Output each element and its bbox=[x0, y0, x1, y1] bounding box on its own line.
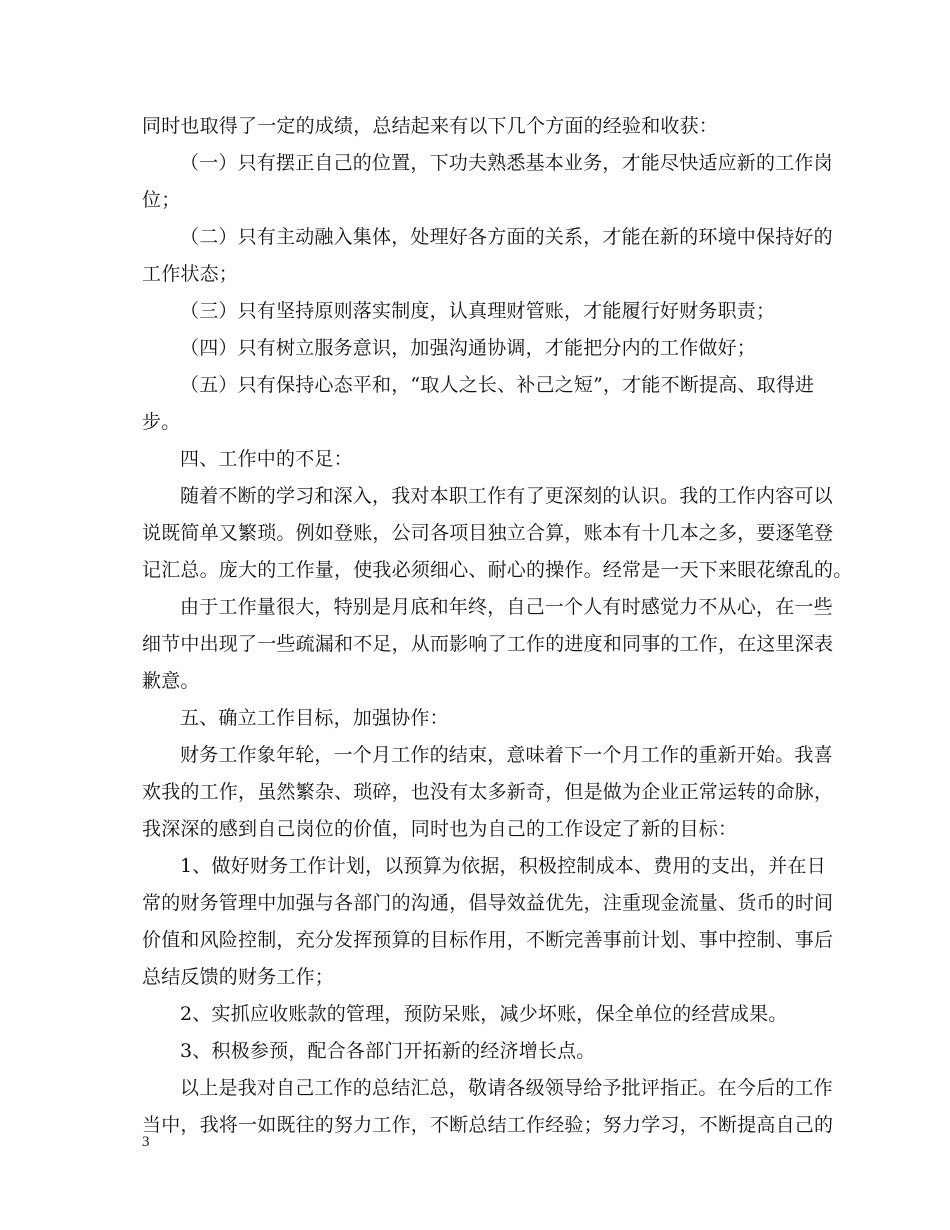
paragraph-line: 工作状态； bbox=[142, 263, 239, 285]
paragraph-line: 财务工作象年轮，一个月工作的结束，意味着下一个月工作的重新开始。我喜 bbox=[180, 744, 833, 766]
paragraph-line: 价值和风险控制，充分发挥预算的目标作用，不断完善事前计划、事中控制、事后 bbox=[142, 929, 834, 951]
section-heading: 四、工作中的不足： bbox=[180, 448, 353, 470]
paragraph-line: 以上是我对自己工作的总结汇总，敬请各级领导给予批评指正。在今后的工作 bbox=[180, 1077, 833, 1099]
paragraph-line: 位； bbox=[142, 189, 181, 211]
paragraph-line: 随着不断的学习和深入，我对本职工作有了更深刻的认识。我的工作内容可以 bbox=[180, 485, 833, 507]
paragraph-line: 3、积极参预，配合各部门开拓新的经济增长点。 bbox=[180, 1040, 596, 1062]
paragraph-line: 欢我的工作，虽然繁杂、琐碎，也没有太多新奇，但是做为企业正常运转的命脉， bbox=[142, 781, 834, 803]
paragraph-line: （一）只有摆正自己的位置，下功夫熟悉基本业务，才能尽快适应新的工作岗 bbox=[180, 152, 833, 174]
paragraph-line: （二）只有主动融入集体，处理好各方面的关系，才能在新的环境中保持好的 bbox=[180, 226, 833, 248]
paragraph-line: 常的财务管理中加强与各部门的沟通，倡导效益优先，注重现金流量、货币的时间 bbox=[142, 892, 834, 914]
paragraph-line: 2、实抓应收账款的管理，预防呆账，减少坏账，保全单位的经营成果。 bbox=[180, 1003, 788, 1025]
paragraph-line: 记汇总。庞大的工作量，使我必须细心、耐心的操作。经常是一天下来眼花缭乱的。 bbox=[142, 559, 853, 581]
paragraph-line: （四）只有树立服务意识，加强沟通协调，才能把分内的工作做好； bbox=[180, 337, 757, 359]
paragraph-line: 说既简单又繁琐。例如登账，公司各项目独立合算，账本有十几本之多，要逐笔登 bbox=[142, 522, 834, 544]
paragraph-line: （五）只有保持心态平和，“取人之长、补己之短”，才能不断提高、取得进 bbox=[180, 374, 815, 396]
paragraph-line: 同时也取得了一定的成绩，总结起来有以下几个方面的经验和收获： bbox=[142, 115, 719, 137]
paragraph-line: 1、做好财务工作计划，以预算为依据，积极控制成本、费用的支出，并在日 bbox=[180, 855, 826, 877]
page-number: 3 bbox=[142, 1134, 150, 1150]
paragraph-line: 总结反馈的财务工作； bbox=[142, 966, 335, 988]
paragraph-line: 由于工作量很大，特别是月底和年终，自己一个人有时感觉力不从心，在一些 bbox=[180, 596, 833, 618]
paragraph-line: 步。 bbox=[142, 411, 181, 433]
paragraph-line: 我深深的感到自己岗位的价值，同时也为自己的工作设定了新的目标： bbox=[142, 818, 738, 840]
paragraph-line: 细节中出现了一些疏漏和不足，从而影响了工作的进度和同事的工作，在这里深表 bbox=[142, 633, 834, 655]
paragraph-line: 歉意。 bbox=[142, 670, 200, 692]
paragraph-line: （三）只有坚持原则落实制度，认真理财管账，才能履行好财务职责； bbox=[180, 300, 776, 322]
paragraph-line: 当中，我将一如既往的努力工作，不断总结工作经验；努力学习，不断提高自己的 bbox=[142, 1114, 834, 1136]
section-heading: 五、确立工作目标，加强协作： bbox=[180, 707, 449, 729]
